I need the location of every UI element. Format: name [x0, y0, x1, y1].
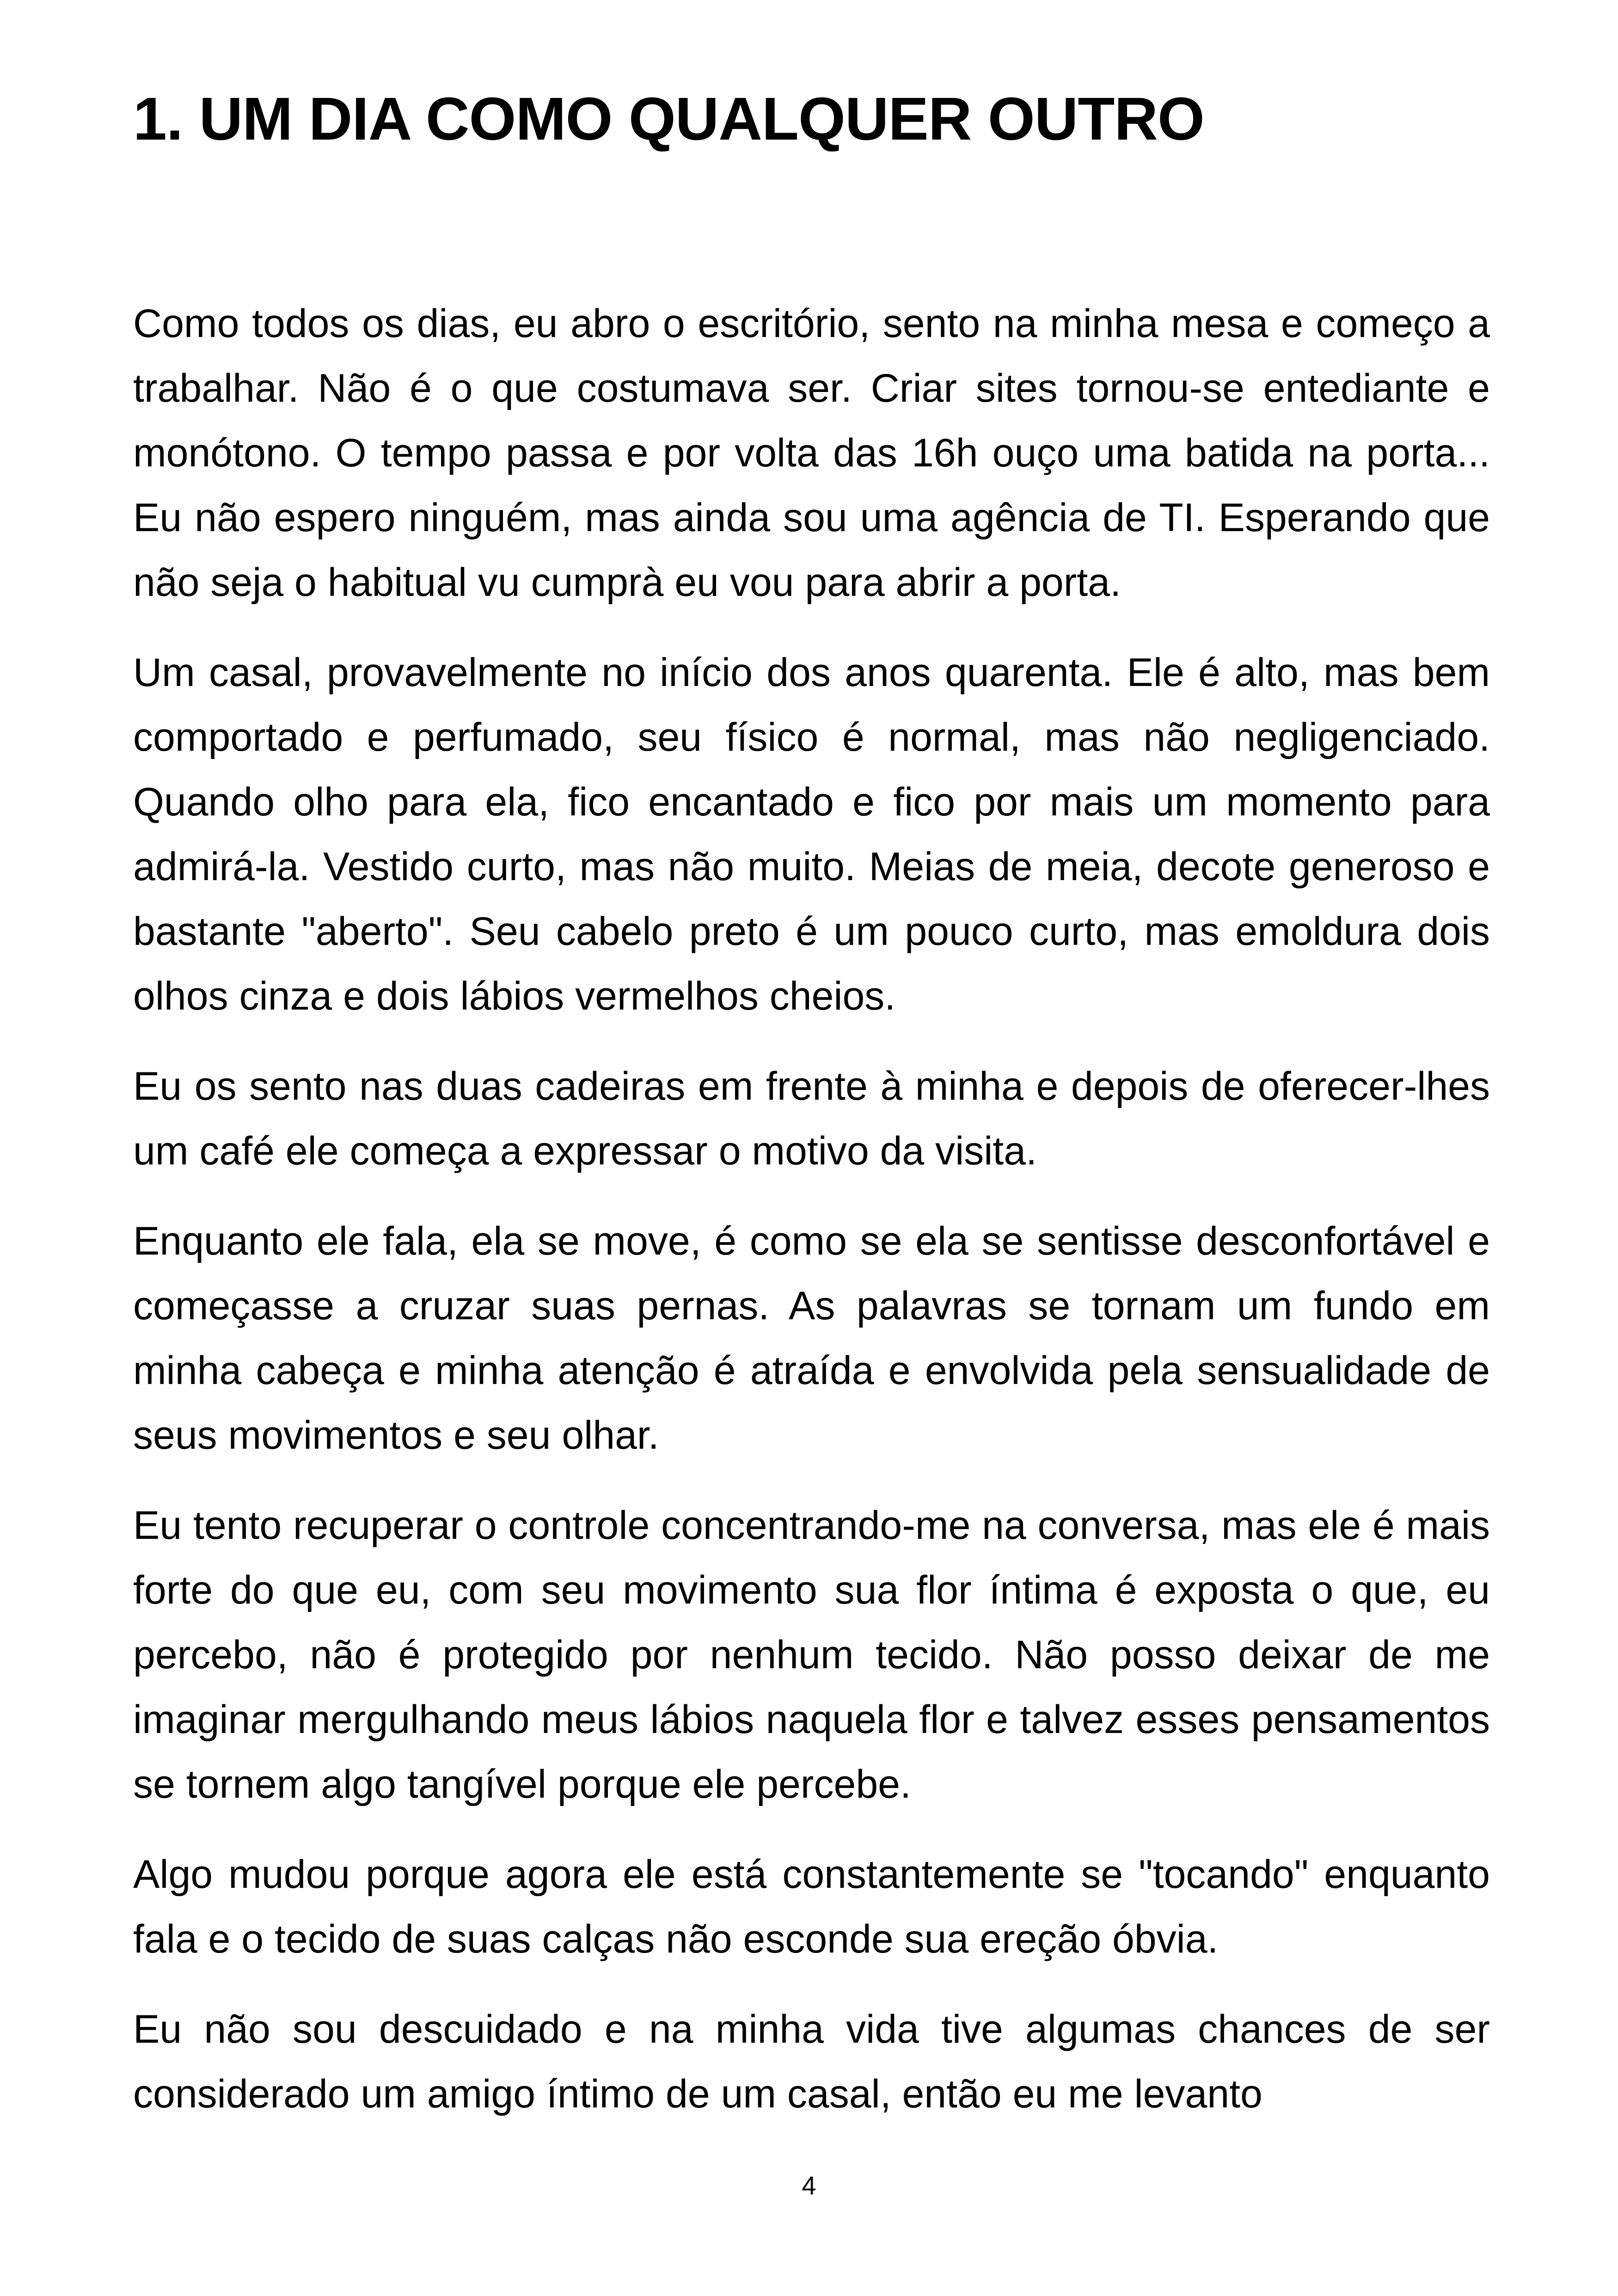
chapter-title: 1. UM DIA COMO QUALQUER OUTRO	[133, 85, 1204, 153]
paragraph: Algo mudou porque agora ele está constantemente se "tocando" enquanto fala e o tecido de suas calças não esconde sua ereção óbvia.	[133, 1852, 1490, 1961]
paragraph: Eu os sento nas duas cadeiras em frente à minha e depois de oferecer-lhes um café ele começa a expressar o motivo da visita.	[133, 1064, 1490, 1173]
page-number: 4	[802, 2171, 816, 2200]
body-text	[133, 291, 1490, 2152]
paragraph: Eu tento recuperar o controle concentrando-me na conversa, mas ele é mais forte do que eu, com seu movimento sua flor íntima é exposta o que, eu percebo, não é protegido por nenhum tecido. Não posso deixar de me imaginar mergulhando meus lábios naquela flor e talvez esses pensamentos se tornem algo tangível porque ele percebe.	[133, 1503, 1490, 1806]
paragraph: Como todos os dias, eu abro o escritório, sento na minha mesa e começo a trabalhar. Não é o que costumava ser. Criar sites tornou-se entediante e monótono. O tempo passa e por volta das 16h ouço uma batida na porta... Eu não espero ninguém, mas ainda sou uma agência de TI. Esperando que não seja o habitual vu cumprà eu vou para abrir a porta.	[133, 301, 1490, 605]
paragraph: Enquanto ele fala, ela se move, é como se ela se sentisse desconfortável e começasse a cruzar suas pernas. As palavras se tornam um fundo em minha cabeça e minha atenção é atraída e envolvida pela sensualidade de seus movimentos e seu olhar.	[133, 1219, 1490, 1457]
paragraph: Eu não sou descuidado e na minha vida tive algumas chances de ser considerado um amigo íntimo de um casal, então eu me levanto	[133, 2007, 1490, 2116]
paragraph: Um casal, provavelmente no início dos anos quarenta. Ele é alto, mas bem comportado e perfumado, seu físico é normal, mas não negligenciado. Quando olho para ela, fico encantado e fico por mais um momento para admirá-la. Vestido curto, mas não muito. Meias de meia, decote generoso e bastante "aberto". Seu cabelo preto é um pouco curto, mas emoldura dois olhos cinza e dois lábios vermelhos cheios.	[133, 650, 1490, 1018]
